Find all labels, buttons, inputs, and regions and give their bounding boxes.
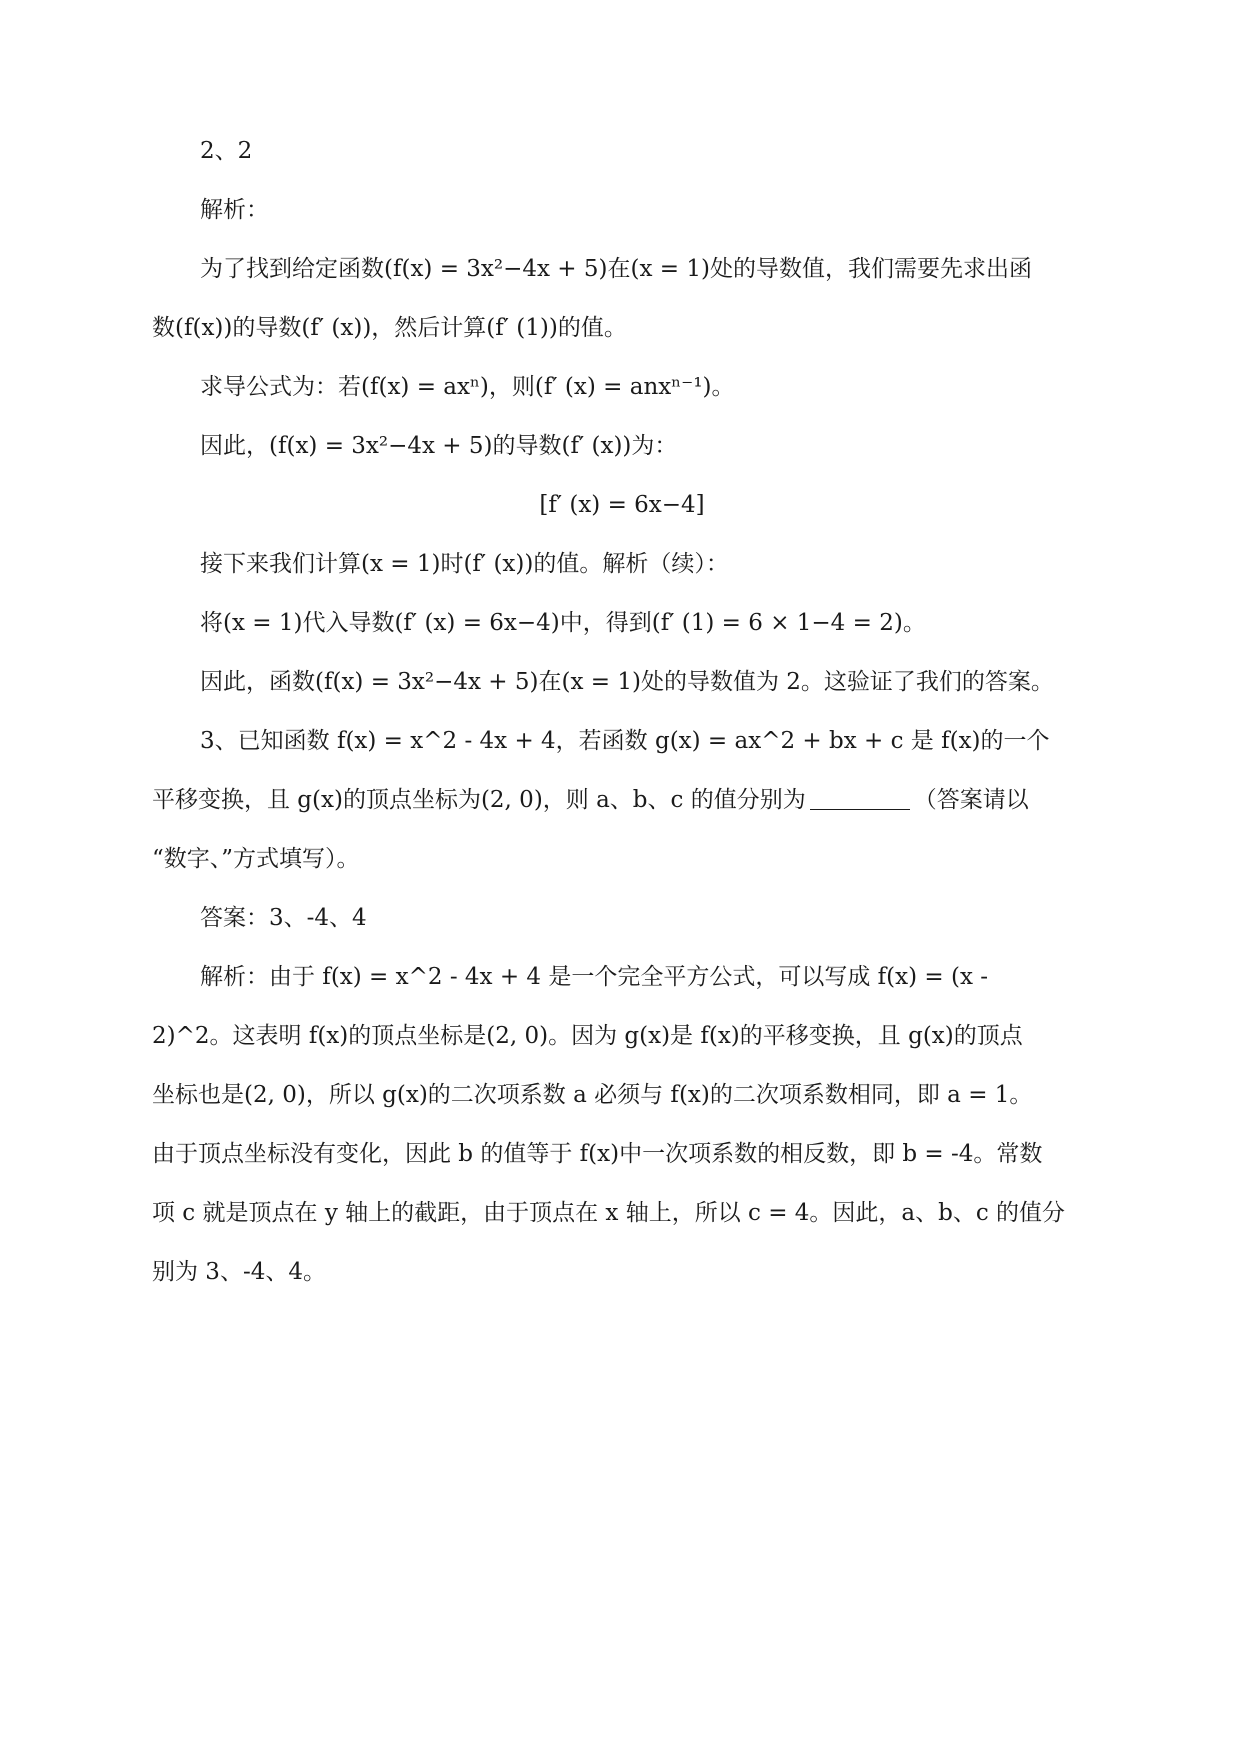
paragraph-line: 因此，函数(f(x) = 3x²−4x + 5)在(x = 1)处的导数值为 2。这验证了我们的答案。 [200,669,1054,695]
analysis-heading: 解析： [200,197,269,223]
paragraph-line: 2)^2。这表明 f(x)的顶点坐标是(2, 0)。因为 g(x)是 f(x)的平移变换，且 g(x)的顶点 [152,1023,1023,1049]
paragraph-line: 别为 3、-4、4。 [152,1259,326,1285]
answer-label-q2: 2、2 [200,138,253,164]
paragraph-line: 为了找到给定函数(f(x) = 3x²−4x + 5)在(x = 1)处的导数值，我们需要先求出函 [200,256,1032,282]
paragraph-line: 解析：由于 f(x) = x^2 - 4x + 4 是一个完全平方公式，可以写成 f(x) = (x - [200,964,989,990]
question-3-line: “数字、”方式填写）。 [152,846,360,872]
paragraph-line: 坐标也是(2, 0)，所以 g(x)的二次项系数 a 必须与 f(x)的二次项系数相同，即 a = 1。 [152,1082,1033,1108]
paragraph-line: 数(f(x))的导数(f′ (x))，然后计算(f′ (1))的值。 [152,315,627,341]
paragraph-line: 项 c 就是顶点在 y 轴上的截距，由于顶点在 x 轴上，所以 c = 4。因此，a、b、c 的值分 [152,1200,1066,1226]
paragraph-line: 由于顶点坐标没有变化，因此 b 的值等于 f(x)中一次项系数的相反数，即 b = -4。常数 [152,1141,1043,1167]
question-3-line: 3、已知函数 f(x) = x^2 - 4x + 4，若函数 g(x) = ax^2 + bx + c 是 f(x)的一个 [200,728,1050,754]
question-3-line [152,785,1092,815]
answer-blank [810,789,910,810]
paragraph-line: 求导公式为：若(f(x) = axⁿ)，则(f′ (x) = anxⁿ⁻¹)。 [200,374,735,400]
answer-line: 答案：3、-4、4 [200,905,367,931]
paragraph-line: 因此，(f(x) = 3x²−4x + 5)的导数(f′ (x))为： [200,433,678,459]
paragraph-line: 接下来我们计算(x = 1)时(f′ (x))的值。解析（续）： [200,551,729,577]
formula-line: [f′ (x) = 6x−4] [539,492,705,518]
question-text-tail: （答案请以 [913,787,1029,813]
paragraph-line: 将(x = 1)代入导数(f′ (x) = 6x−4)中，得到(f′ (1) = 6 × 1−4 = 2)。 [200,610,926,636]
question-text: 平移变换，且 g(x)的顶点坐标为(2, 0)，则 a、b、c 的值分别为 [152,787,806,813]
